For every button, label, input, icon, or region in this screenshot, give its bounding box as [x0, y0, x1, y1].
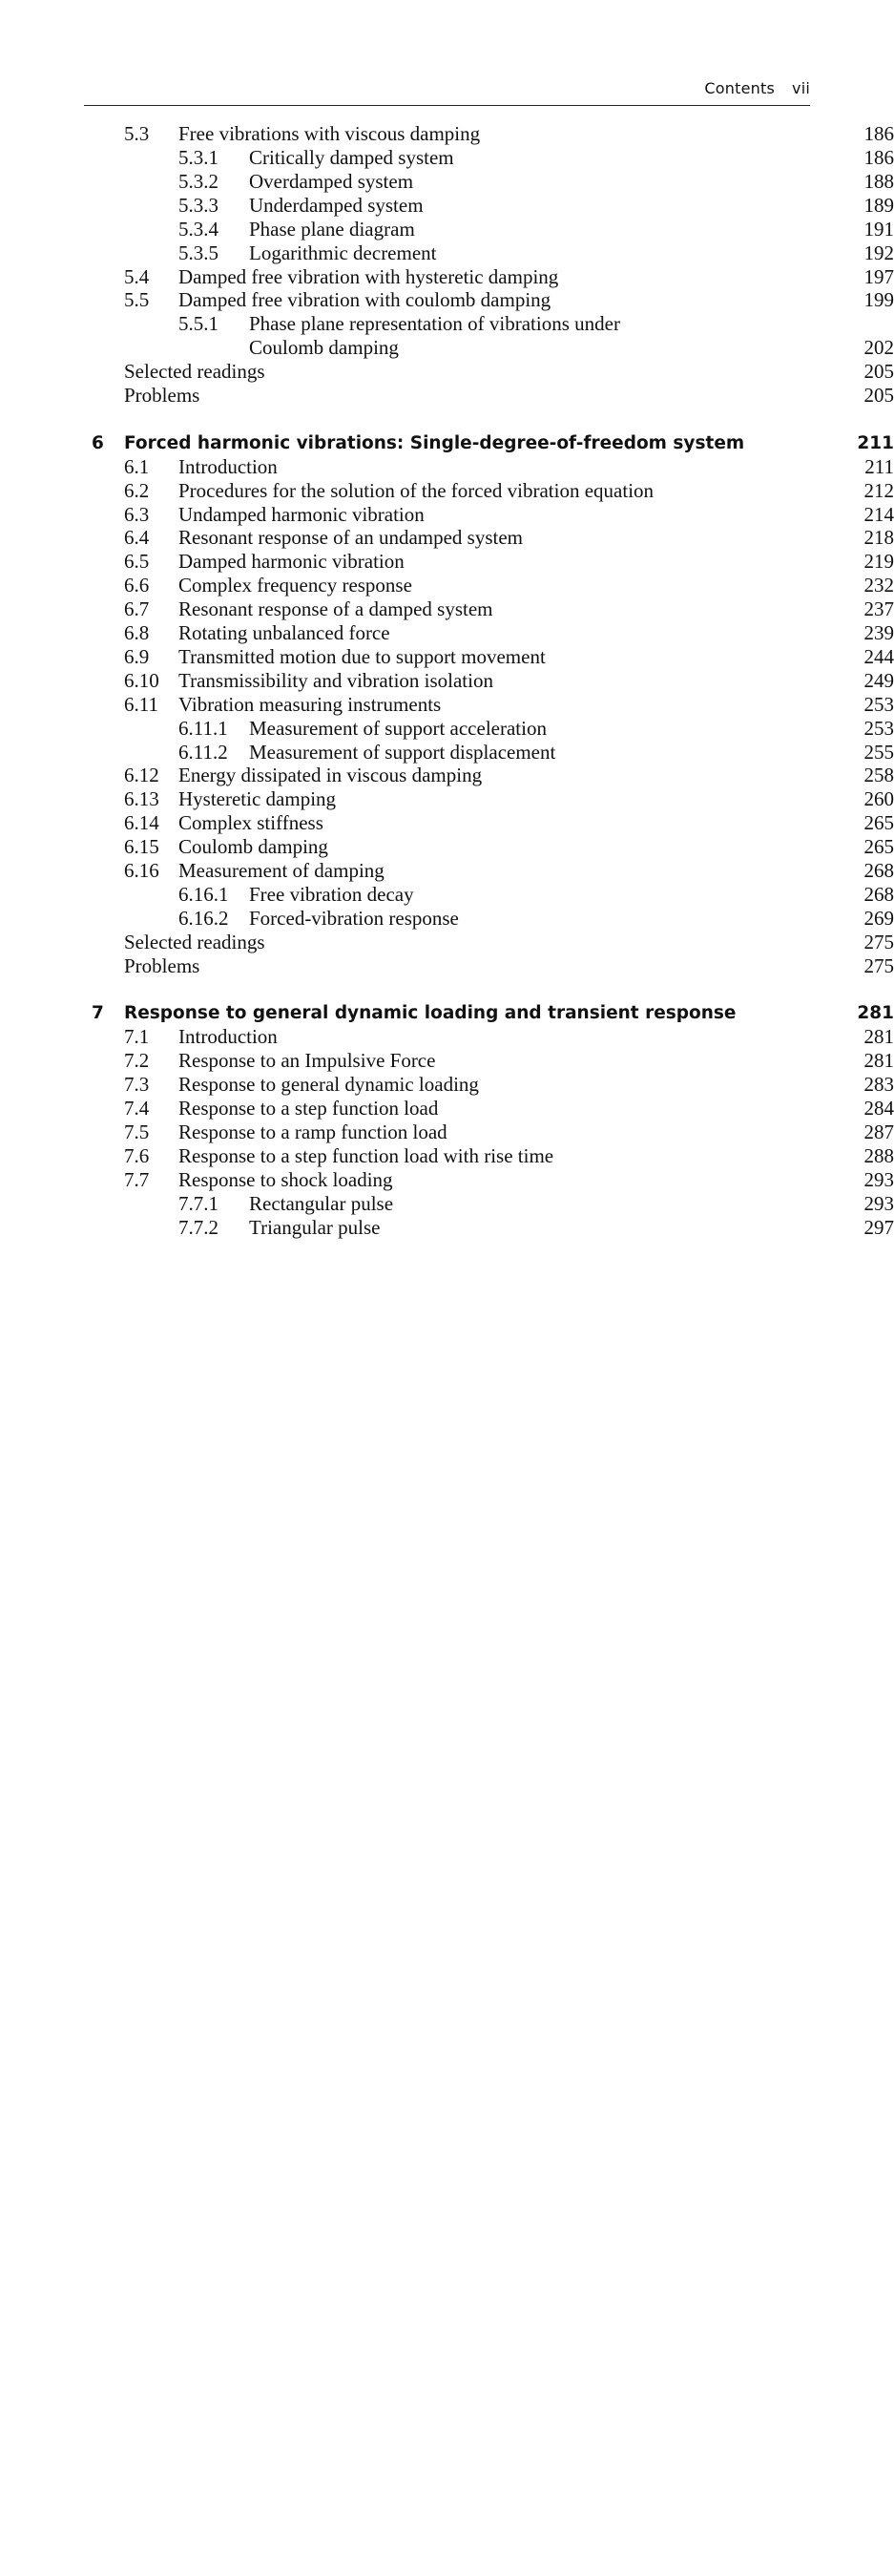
section-number: 5.3.4 [178, 218, 218, 241]
page-number: 281 [857, 1003, 894, 1023]
section-number: 6.10 [124, 669, 159, 692]
toc-entry [0, 1049, 894, 1073]
section-title: Damped free vibration with hysteretic damping [178, 265, 559, 288]
page-number: 244 [863, 645, 894, 668]
page-number: 253 [863, 693, 894, 716]
section-number: 6.11.1 [178, 717, 228, 740]
page-number: 199 [863, 288, 894, 311]
toc-entry [0, 1120, 894, 1144]
toc-entry [0, 787, 894, 811]
page-number: 268 [863, 883, 894, 906]
section-number: 5.3 [124, 122, 150, 145]
section-number: 6.11.2 [178, 741, 228, 764]
toc-entry [0, 479, 894, 503]
page-number: 293 [863, 1192, 894, 1215]
section-title: Response to a step function load with rise time [178, 1144, 554, 1167]
section-number: 6.16.1 [178, 883, 229, 906]
toc-entry [0, 1073, 894, 1097]
section-title: Logarithmic decrement [249, 241, 437, 264]
toc-entry [0, 1097, 894, 1120]
page-number: 258 [863, 764, 894, 786]
section-title: Introduction [178, 1025, 278, 1048]
chapter-number: 7 [92, 1003, 104, 1023]
section-number: 5.3.3 [178, 194, 218, 217]
page-number: 287 [863, 1120, 894, 1143]
page-number: 239 [863, 621, 894, 644]
page-number: 232 [863, 574, 894, 597]
section-title: Rectangular pulse [249, 1192, 394, 1215]
page-number: 186 [863, 122, 894, 145]
page-number: 186 [863, 146, 894, 169]
page-number: 253 [863, 717, 894, 740]
page-number: 269 [863, 907, 894, 930]
toc-entry [0, 1144, 894, 1168]
section-title: Measurement of damping [178, 859, 385, 882]
page-number: 192 [863, 241, 894, 264]
section-number: 6.8 [124, 621, 150, 644]
section-title: Problems [124, 954, 200, 977]
toc-entry [0, 146, 894, 170]
section-title: Selected readings [124, 931, 265, 953]
running-head [84, 76, 810, 106]
section-title: Response to a step function load [178, 1097, 439, 1120]
section-title: Hysteretic damping [178, 787, 337, 810]
page-number: 265 [863, 835, 894, 858]
page-number: 214 [863, 503, 894, 526]
section-number: 5.3.1 [178, 146, 218, 169]
running-head-title: Contents [704, 79, 775, 97]
section-number: 7.2 [124, 1049, 150, 1072]
page-number: 219 [863, 550, 894, 573]
toc-entry [0, 526, 894, 550]
chapter-title: Response to general dynamic loading and transient response [124, 1003, 737, 1023]
section-title: Procedures for the solution of the forced vibration equation [178, 479, 655, 502]
toc-entry [0, 455, 894, 479]
section-title: Triangular pulse [249, 1216, 381, 1239]
section-number: 5.3.5 [178, 241, 218, 264]
toc-entry [0, 288, 894, 312]
page-number: 211 [857, 433, 894, 453]
page-number: 260 [863, 787, 894, 810]
section-number: 7.7.2 [178, 1216, 218, 1239]
section-number: 7.7 [124, 1168, 150, 1191]
toc-entry [0, 218, 894, 241]
section-title: Energy dissipated in viscous damping [178, 764, 483, 786]
section-title: Overdamped system [249, 170, 414, 193]
toc-entry [0, 741, 894, 764]
toc-entry [0, 954, 894, 978]
section-number: 6.4 [124, 526, 150, 549]
page-number: 205 [863, 384, 894, 407]
section-title: Coulomb damping [178, 835, 328, 858]
section-title: Complex frequency response [178, 574, 412, 597]
page-number: 202 [863, 336, 894, 359]
page-number: 255 [863, 741, 894, 764]
page-number: 249 [863, 669, 894, 692]
toc-entry [0, 931, 894, 954]
section-number: 7.6 [124, 1144, 150, 1167]
section-number: 6.16.2 [178, 907, 229, 930]
toc-entry [0, 907, 894, 931]
page-number: 275 [863, 931, 894, 953]
toc-entry [0, 693, 894, 717]
page-number: 205 [863, 360, 894, 383]
section-title: Measurement of support acceleration [249, 717, 547, 740]
section-number: 7.7.1 [178, 1192, 218, 1215]
section-number: 7.1 [124, 1025, 150, 1048]
section-title: Phase plane representation of vibrations under [249, 312, 620, 335]
toc-entry [0, 122, 894, 146]
toc-entry [0, 883, 894, 907]
toc-entry [0, 764, 894, 787]
toc-entry [0, 241, 894, 265]
toc-chapter-entry [0, 1001, 894, 1025]
section-title: Vibration measuring instruments [178, 693, 442, 716]
section-title: Critically damped system [249, 146, 454, 169]
page-number: 197 [863, 265, 894, 288]
section-title: Undamped harmonic vibration [178, 503, 425, 526]
section-title: Transmitted motion due to support movement [178, 645, 546, 668]
toc-entry [0, 360, 894, 384]
toc-entry [0, 1025, 894, 1049]
section-number: 6.1 [124, 455, 150, 478]
section-title: Resonant response of an undamped system [178, 526, 524, 549]
page-number: 281 [863, 1025, 894, 1048]
toc-entry [0, 550, 894, 574]
page-number: 293 [863, 1168, 894, 1191]
section-number: 5.4 [124, 265, 150, 288]
toc-entry [0, 859, 894, 883]
toc-entry [0, 621, 894, 645]
section-title: Selected readings [124, 360, 265, 383]
section-number: 5.3.2 [178, 170, 218, 193]
page-number: 218 [863, 526, 894, 549]
section-number: 6.12 [124, 764, 159, 786]
section-title: Complex stiffness [178, 811, 323, 834]
page-number: 297 [863, 1216, 894, 1239]
section-number: 6.5 [124, 550, 150, 573]
page-number: 281 [863, 1049, 894, 1072]
page-number: 284 [863, 1097, 894, 1120]
page-number: 283 [863, 1073, 894, 1096]
section-title: Free vibration decay [249, 883, 414, 906]
toc-entry [0, 645, 894, 669]
toc-entry [0, 312, 894, 336]
page-number: 237 [863, 597, 894, 620]
running-head-page-number: vii [792, 79, 810, 97]
page-number: 265 [863, 811, 894, 834]
toc-entry [0, 835, 894, 859]
toc-entry [0, 503, 894, 527]
section-number: 7.3 [124, 1073, 150, 1096]
section-title: Underdamped system [249, 194, 424, 217]
toc-entry [0, 194, 894, 218]
section-title: Response to shock loading [178, 1168, 393, 1191]
page-number: 191 [863, 218, 894, 241]
toc-entry [0, 170, 894, 194]
section-number: 6.16 [124, 859, 159, 882]
toc-entry [0, 717, 894, 741]
toc-entry [0, 265, 894, 289]
section-title: Introduction [178, 455, 278, 478]
section-title: Transmissibility and vibration isolation [178, 669, 493, 692]
section-title: Response to general dynamic loading [178, 1073, 479, 1096]
toc-entry [0, 1192, 894, 1216]
page-number: 188 [863, 170, 894, 193]
section-title: Forced-vibration response [249, 907, 459, 930]
page-number: 212 [863, 479, 894, 502]
page-number: 189 [863, 194, 894, 217]
section-number: 6.13 [124, 787, 159, 810]
section-title: Damped free vibration with coulomb damping [178, 288, 551, 311]
section-number: 6.6 [124, 574, 150, 597]
page-number: 275 [863, 954, 894, 977]
toc-entry [0, 1168, 894, 1192]
toc-entry [0, 669, 894, 693]
section-number: 6.14 [124, 811, 159, 834]
section-number: 6.2 [124, 479, 150, 502]
section-title: Response to a ramp function load [178, 1120, 447, 1143]
section-title: Rotating unbalanced force [178, 621, 390, 644]
page-number: 268 [863, 859, 894, 882]
section-number: 6.9 [124, 645, 150, 668]
section-number: 7.5 [124, 1120, 150, 1143]
section-number: 5.5 [124, 288, 150, 311]
toc-entry [0, 384, 894, 408]
toc-entry [0, 574, 894, 597]
section-title: Measurement of support displacement [249, 741, 556, 764]
toc-entry [0, 597, 894, 621]
toc-entry [0, 336, 894, 360]
chapter-title: Forced harmonic vibrations: Single-degree-of-freedom system [124, 433, 745, 453]
section-number: 6.7 [124, 597, 150, 620]
chapter-number: 6 [92, 433, 104, 453]
section-number: 7.4 [124, 1097, 150, 1120]
section-title: Phase plane diagram [249, 218, 415, 241]
section-number: 5.5.1 [178, 312, 218, 335]
page-number: 211 [864, 455, 894, 478]
section-title: Response to an Impulsive Force [178, 1049, 436, 1072]
section-number: 6.11 [124, 693, 158, 716]
section-number: 6.15 [124, 835, 159, 858]
section-title: Coulomb damping [249, 336, 399, 359]
section-title: Problems [124, 384, 200, 407]
section-title: Free vibrations with viscous damping [178, 122, 481, 145]
toc-entry [0, 1216, 894, 1240]
section-title: Resonant response of a damped system [178, 597, 493, 620]
toc-chapter-entry [0, 431, 894, 455]
section-title: Damped harmonic vibration [178, 550, 405, 573]
page-number: 288 [863, 1144, 894, 1167]
section-number: 6.3 [124, 503, 150, 526]
toc-entry [0, 811, 894, 835]
